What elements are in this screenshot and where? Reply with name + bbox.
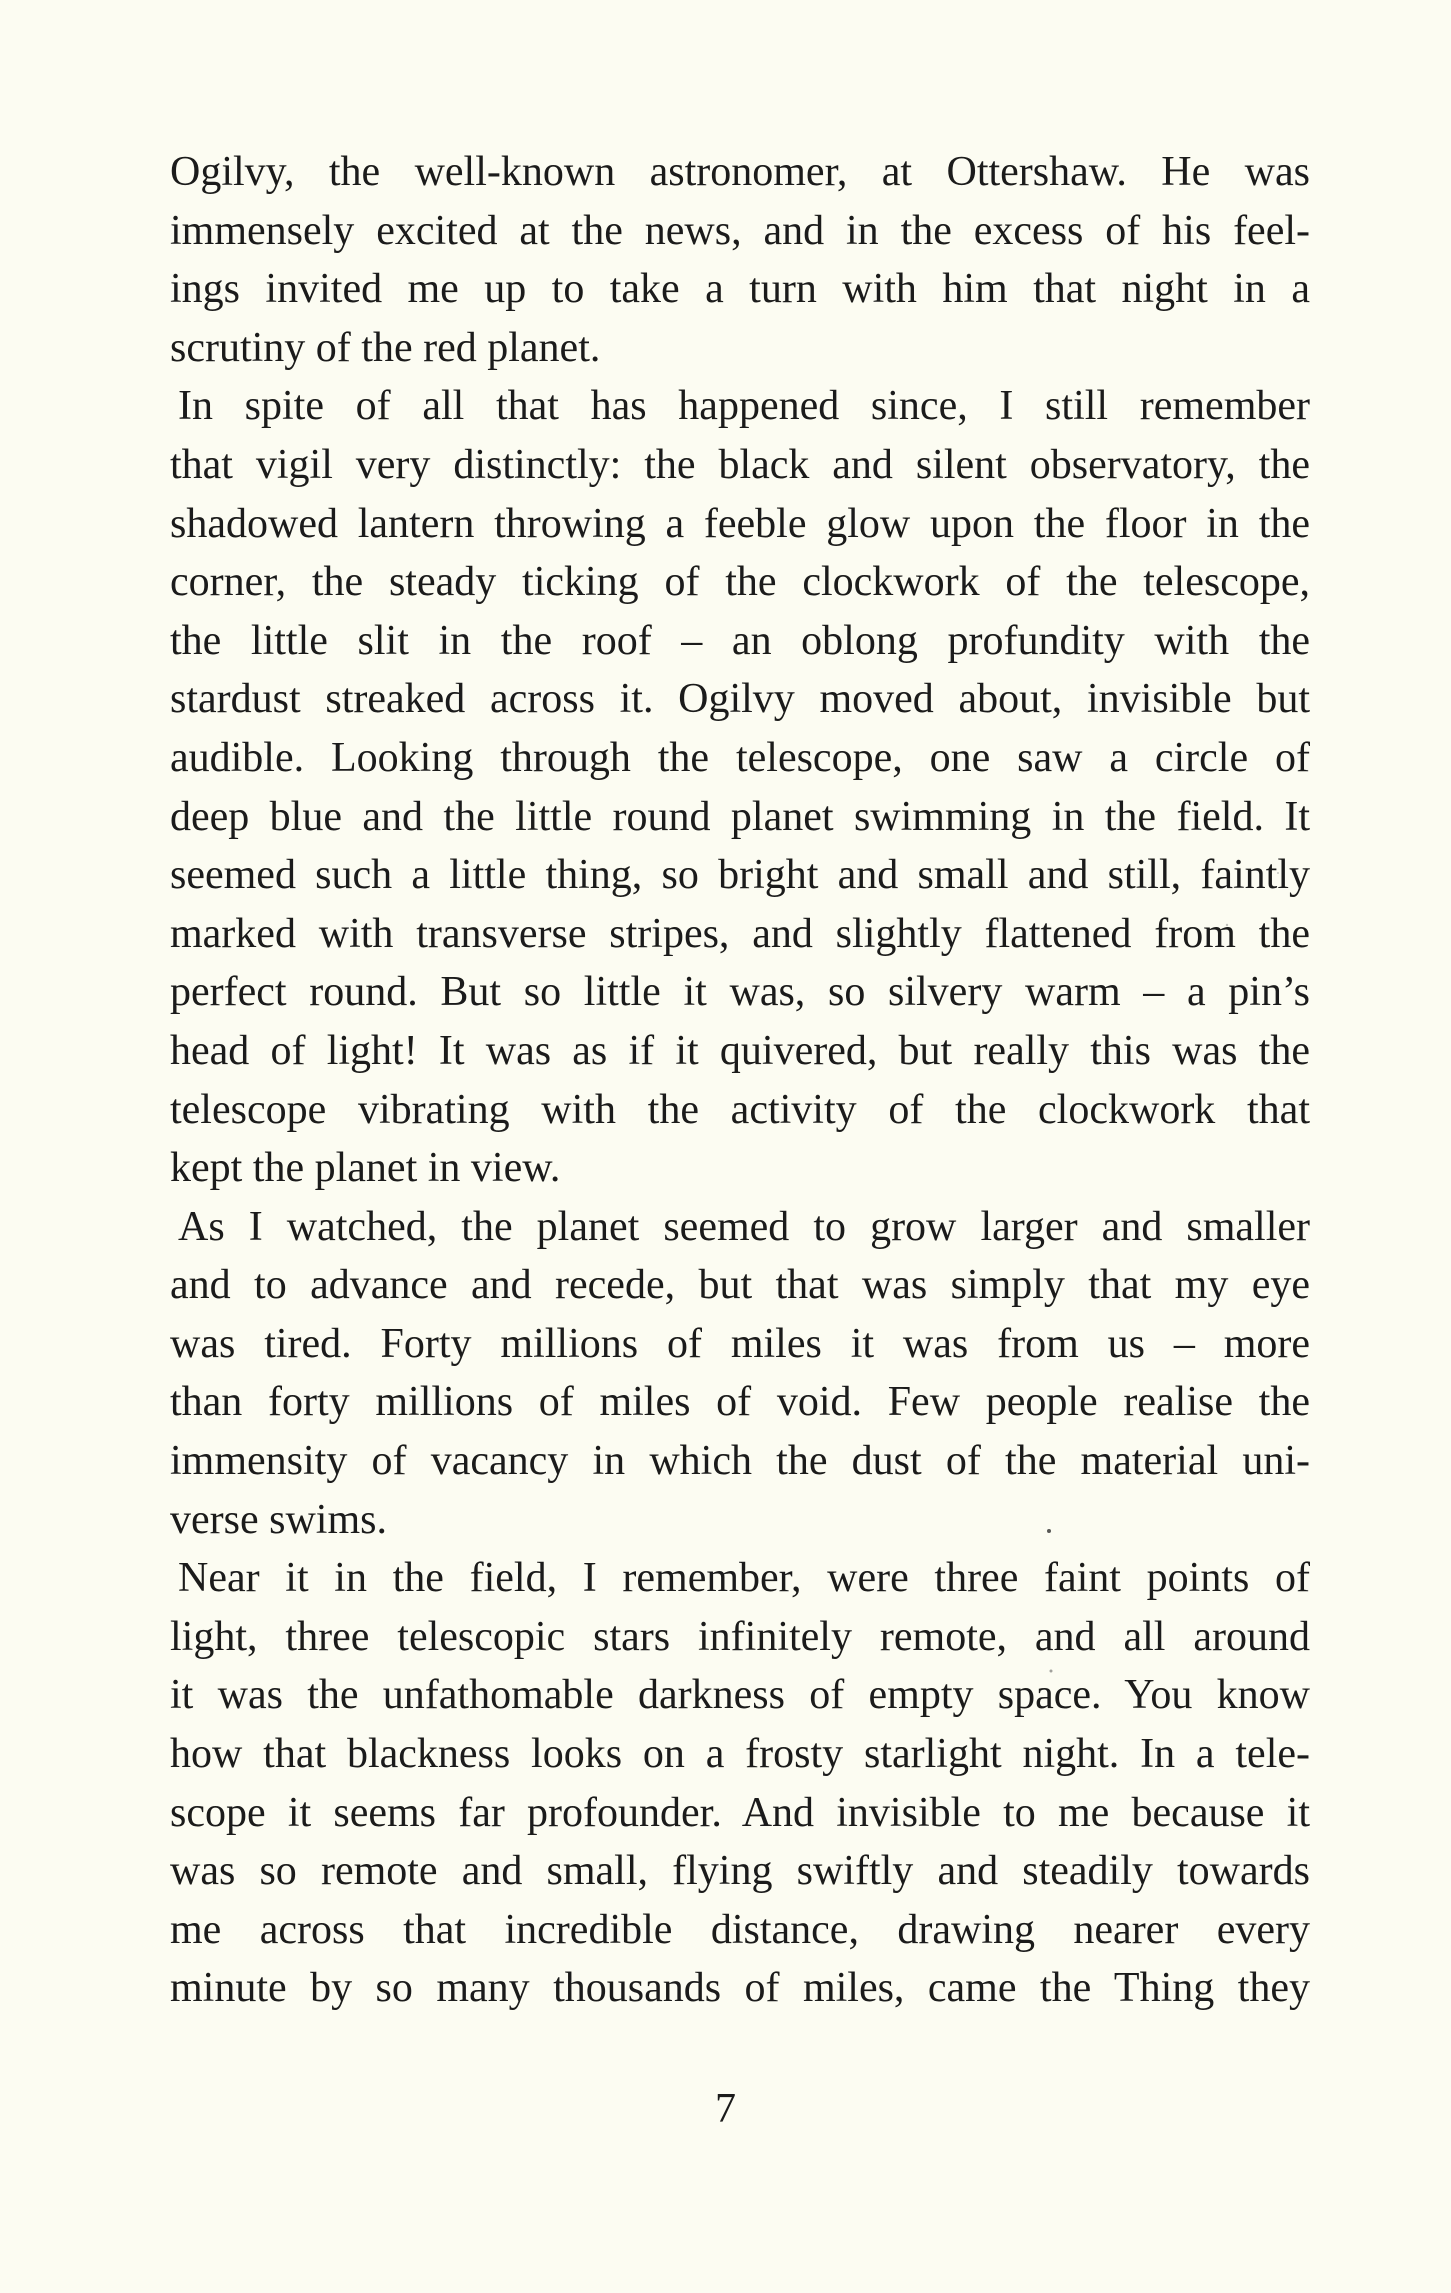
text-line: how that blackness looks on a frosty starlight night. In a tele- — [170, 1731, 1310, 1778]
paragraph-end-line: kept the planet in view. — [170, 1145, 561, 1192]
paragraph-start-line: In spite of all that has happened since, I still remember — [178, 383, 1310, 430]
text-line: immensity of vacancy in which the dust of the material uni- — [170, 1438, 1310, 1485]
paragraph-end-line: verse swims. — [170, 1496, 387, 1543]
paragraph-start-line: As I watched, the planet seemed to grow larger and smaller — [178, 1203, 1310, 1250]
text-line: me across that incredible distance, drawing nearer every — [170, 1906, 1310, 1953]
text-line: and to advance and recede, but that was simply that my eye — [170, 1262, 1310, 1309]
page-number: 7 — [715, 2086, 736, 2132]
text-line: than forty millions of miles of void. Few people realise the — [170, 1379, 1310, 1426]
text-line: corner, the steady ticking of the clockwork of the telescope, — [170, 559, 1310, 606]
text-line: Ogilvy, the well-known astronomer, at Ottershaw. He was — [170, 149, 1310, 195]
text-line: telescope vibrating with the activity of the clockwork that — [170, 1086, 1310, 1133]
paragraph-start-line: Near it in the field, I remember, were three faint points of — [178, 1555, 1310, 1602]
text-line: ings invited me up to take a turn with him that night in a — [170, 266, 1310, 313]
text-line: scope it seems far profounder. And invisible to me because it — [170, 1789, 1310, 1836]
text-line: was so remote and small, flying swiftly and steadily towards — [170, 1848, 1310, 1895]
text-line: marked with transverse stripes, and slightly flattened from the — [170, 910, 1310, 957]
text-line: audible. Looking through the telescope, one saw a circle of — [170, 734, 1310, 781]
paragraph-end-line: scrutiny of the red planet. — [170, 324, 601, 371]
text-line: it was the unfathomable darkness of empty space. You know — [170, 1672, 1310, 1719]
text-line: light, three telescopic stars infinitely remote, and all around — [170, 1613, 1310, 1660]
text-line: shadowed lantern throwing a feeble glow upon the floor in the — [170, 500, 1310, 547]
text-line: immensely excited at the news, and in the excess of his feel- — [170, 207, 1310, 254]
body-text — [170, 143, 1310, 2018]
text-line: was tired. Forty millions of miles it was from us – more — [170, 1320, 1310, 1367]
text-line: minute by so many thousands of miles, came the Thing they — [170, 1965, 1310, 2012]
text-line: deep blue and the little round planet swimming in the field. It — [170, 793, 1310, 840]
text-line: stardust streaked across it. Ogilvy moved about, invisible but — [170, 676, 1310, 723]
text-line: seemed such a little thing, so bright and small and still, faintly — [170, 852, 1310, 899]
text-line: head of light! It was as if it quivered, but really this was the — [170, 1027, 1310, 1074]
text-line: perfect round. But so little it was, so silvery warm – a pin’s — [170, 969, 1310, 1016]
text-line: the little slit in the roof – an oblong profundity with the — [170, 617, 1310, 664]
text-line: that vigil very distinctly: the black and silent observatory, the — [170, 441, 1310, 488]
